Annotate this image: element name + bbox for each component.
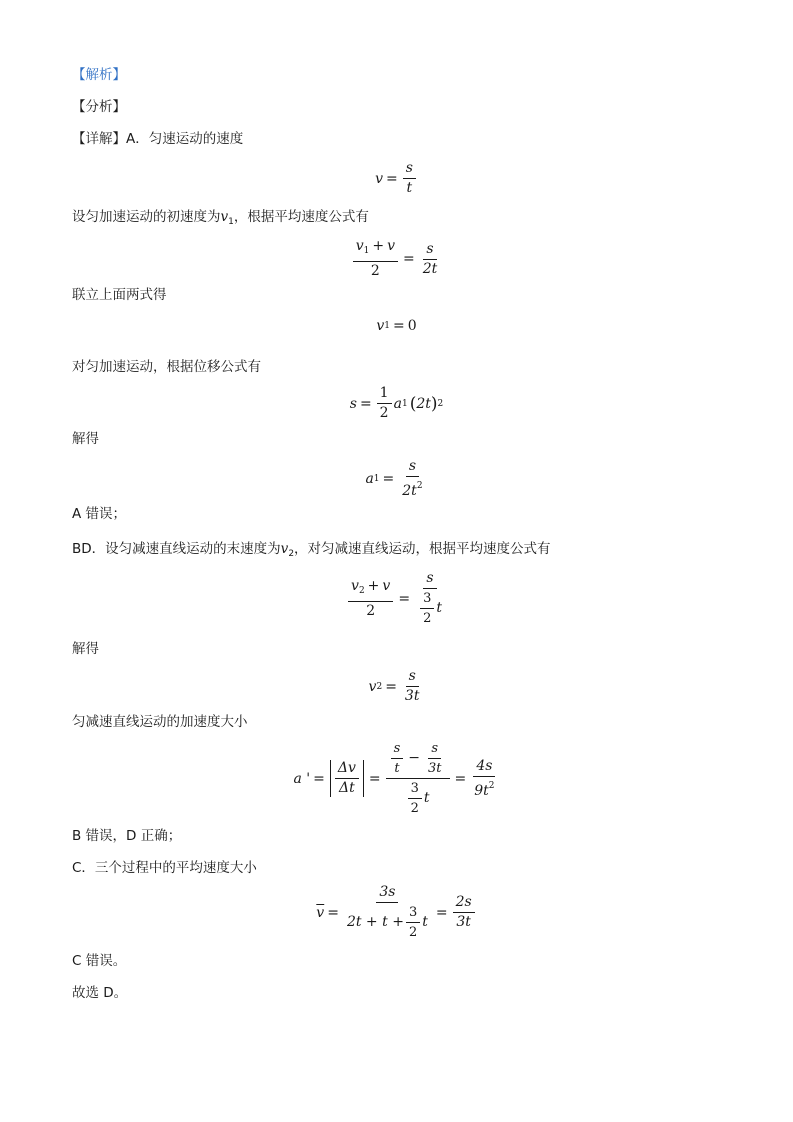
equation-average-velocity-total: $\overline{v}$ = 3s 2t + t + $\frac{3}{2}$ t = $\frac{2s}{3t}$ bbox=[0, 884, 793, 941]
paragraph-answer: 故选 D。 bbox=[72, 985, 128, 1001]
paragraph-combine: 联立上面两式得 bbox=[72, 287, 167, 303]
equation-average-velocity-2: $\frac{v_2 + v}{2}$ = s $\frac{3}{2}$ t bbox=[0, 570, 793, 627]
paragraph-c-wrong: C 错误。 bbox=[72, 953, 127, 969]
equation-a1: a 1 = $\frac{s}{2t^2}$ bbox=[365, 458, 423, 499]
paragraph-initial-velocity: 设匀加速运动的初速度为$v_1$，根据平均速度公式有 bbox=[72, 209, 369, 227]
detail-tag: 【详解】 bbox=[72, 131, 126, 147]
fraction: $\frac{s}{t}$ bbox=[403, 160, 416, 197]
fenxi-tag: 【分析】 bbox=[72, 99, 126, 115]
analysis-tag: 【解析】 bbox=[72, 67, 126, 83]
detail-line bbox=[72, 130, 243, 148]
equation-v1-zero: v 1 = 0 bbox=[376, 318, 417, 334]
equation-average-velocity-1: $\frac{v_1 + v}{2}$ = $\frac{s}{2t}$ bbox=[0, 238, 793, 280]
paragraph-c: C．三个过程中的平均速度大小 bbox=[72, 860, 257, 876]
detail-text: A．匀速运动的速度 bbox=[126, 131, 244, 147]
equation-v2: v 2 = $\frac{s}{3t}$ bbox=[368, 668, 420, 704]
paragraph-solve-2: 解得 bbox=[72, 641, 99, 657]
paragraph-displacement: 对匀加速运动，根据位移公式有 bbox=[72, 359, 261, 375]
paragraph-deceleration: 匀减速直线运动的加速度大小 bbox=[72, 714, 248, 730]
paragraph-a-wrong: A 错误； bbox=[72, 506, 127, 522]
paragraph-solve-1: 解得 bbox=[72, 431, 99, 447]
equation-displacement: s = $\frac{1}{2}$ a 1 ( 2t ) 2 bbox=[349, 385, 444, 421]
equation-uniform-velocity: v = $\frac{s}{t}$ bbox=[0, 160, 793, 197]
equation-deceleration: a ' = $\frac{\Delta v}{\Delta t}$ = $\frac{s}{t}$ − $\frac{s}{3t}$ $\frac{3}{2}$ t = $\frac{4s}{9t^2}$ bbox=[293, 741, 495, 816]
paragraph-b-wrong-d-right: B 错误，D 正确； bbox=[72, 828, 182, 844]
paragraph-bd: BD．设匀减速直线运动的末速度为$v_2$，对匀减速直线运动，根据平均速度公式有 bbox=[72, 541, 551, 559]
